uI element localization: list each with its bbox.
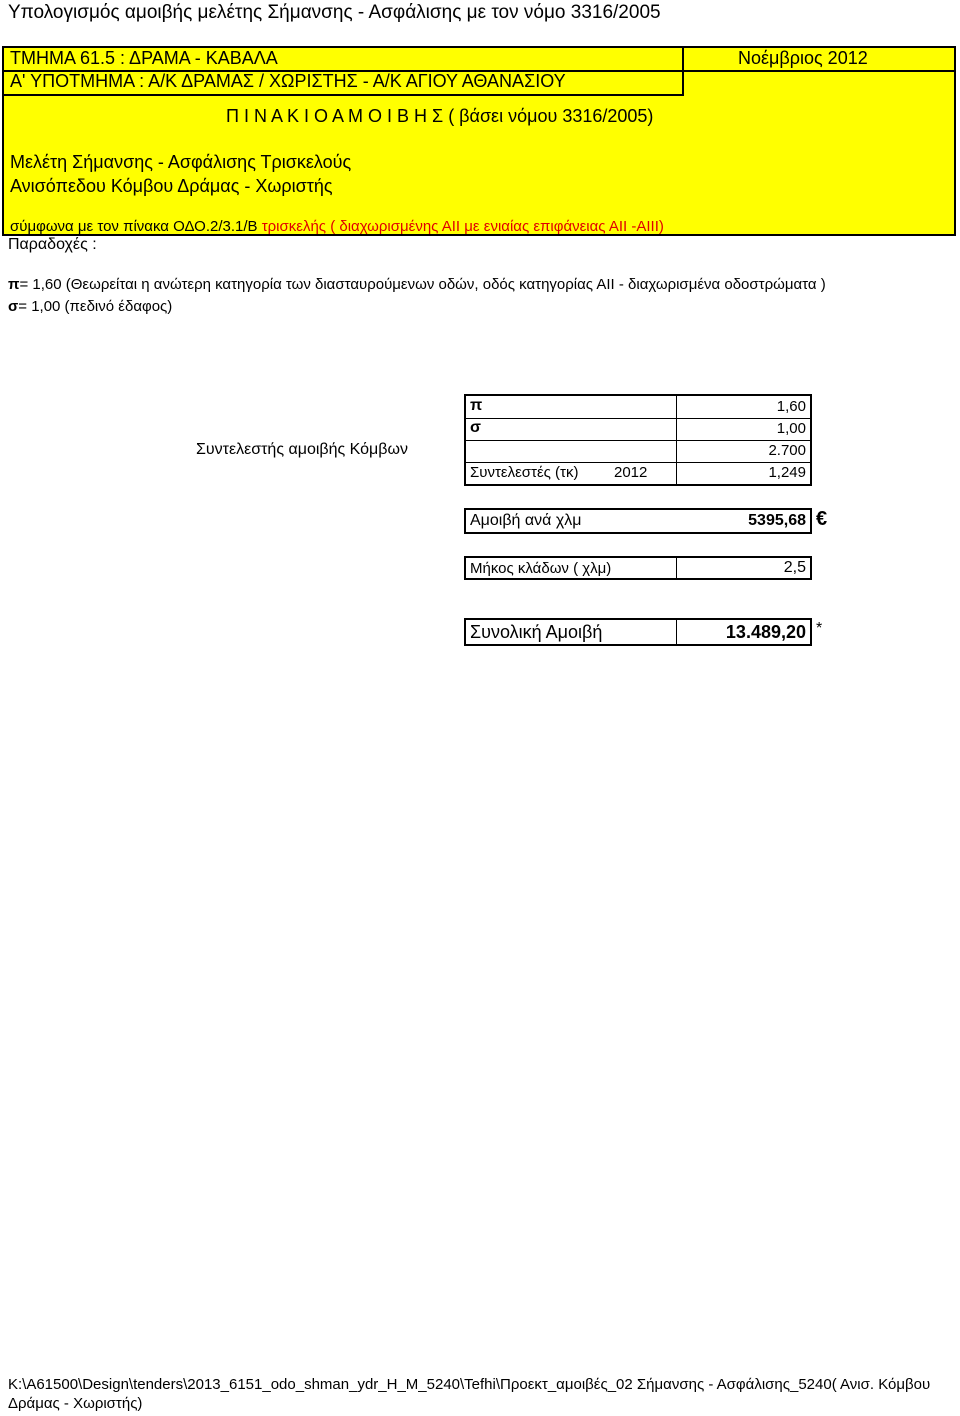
divider [676, 620, 677, 644]
sigma-symbol: σ [8, 298, 19, 315]
table-title: Π Ι Ν Α Κ Ι Ο Α Μ Ο Ι Β Η Σ ( βάσει νόμου 3316/2005) [226, 106, 654, 126]
assumptions-label: Παραδοχές : [8, 236, 97, 253]
divider [676, 558, 677, 578]
reference-note [10, 218, 664, 235]
study-title-line2: Ανισόπεδου Κόμβου Δράμας - Χωριστής [10, 176, 333, 196]
total-asterisk: * [816, 620, 823, 637]
total-fee-label: Συνολική Αμοιβή [470, 622, 603, 642]
fee-per-km-value: 5395,68 [748, 512, 806, 529]
study-title-line1: Μελέτη Σήμανσης - Ασφάλισης Τρισκελούς [10, 152, 352, 172]
divider [4, 94, 684, 96]
fee-per-km-label: Αμοιβή ανά χλμ [470, 512, 582, 529]
sigma-text: = 1,00 (πεδινό έδαφος) [18, 298, 173, 315]
tk-row-label: Συντελεστές (τκ) [470, 464, 579, 481]
branch-length-value: 2,5 [783, 559, 806, 576]
header-panel [2, 46, 956, 236]
pi-assumption [8, 276, 826, 293]
document-title: Υπολογισμός αμοιβής μελέτης Σήμανσης - Ασφάλισης με τον νόμο 3316/2005 [8, 2, 661, 23]
sigma-row-label: σ [470, 419, 481, 436]
tk-row-value: 1,249 [768, 464, 806, 481]
pi-row-label: π [470, 397, 483, 414]
euro-symbol: € [816, 508, 828, 530]
date-label: Νοέμβριος 2012 [738, 48, 868, 68]
fee-per-km-row [464, 508, 812, 534]
total-fee-row [464, 618, 812, 646]
sigma-assumption [8, 298, 172, 315]
pi-row-value: 1,60 [776, 398, 806, 415]
total-fee-value: 13.489,20 [725, 622, 806, 642]
file-path-line1: K:\A61500\Design\tenders\2013_6151_odo_shman_ydr_H_M_5240\Tefhi\Προεκτ_αμοιβές_02 Σήμανσης - Ασφάλισης_5240( Ανισ. Κόμβου [8, 1376, 931, 1393]
branch-length-label: Μήκος κλάδων ( χλμ) [470, 560, 612, 577]
tk-row-year: 2012 [614, 464, 648, 481]
divider [466, 440, 810, 441]
divider [466, 418, 810, 419]
reference-note-black: σύμφωνα με τον πίνακα ΟΔΟ.2/3.1/Β [10, 218, 262, 235]
coefficient-table [464, 394, 812, 486]
divider [682, 48, 684, 94]
pi-text: = 1,60 (Θεωρείται η ανώτερη κατηγορία των διασταυρούμενων οδών, οδός κατηγορίας ΑΙΙ - διαχωρισμένα οδοστρώματα ) [19, 276, 826, 293]
file-path-line2: Δράμας - Χωριστής) [8, 1395, 143, 1412]
subsection-title: Α' ΥΠΟΤΜΗΜΑ : Α/Κ ΔΡΑΜΑΣ / ΧΩΡΙΣΤΗΣ - Α/Κ ΑΓΙΟΥ ΑΘΑΝΑΣΙΟΥ [10, 71, 566, 91]
branch-length-row [464, 556, 812, 580]
node-coef-row-value: 2.700 [768, 442, 806, 459]
reference-note-red: τρισκελής ( διαχωρισμένης ΑΙΙ με ενιαίας επιφάνειας ΑΙΙ -ΑΙΙΙ) [261, 218, 664, 235]
node-coefficient-label: Συντελεστής αμοιβής Κόμβων [196, 441, 408, 458]
pi-symbol: π [8, 276, 20, 293]
sigma-row-value: 1,00 [776, 420, 806, 437]
divider [466, 462, 810, 463]
section-title: ΤΜΗΜΑ 61.5 : ΔΡΑΜΑ - ΚΑΒΑΛΑ [10, 48, 278, 68]
